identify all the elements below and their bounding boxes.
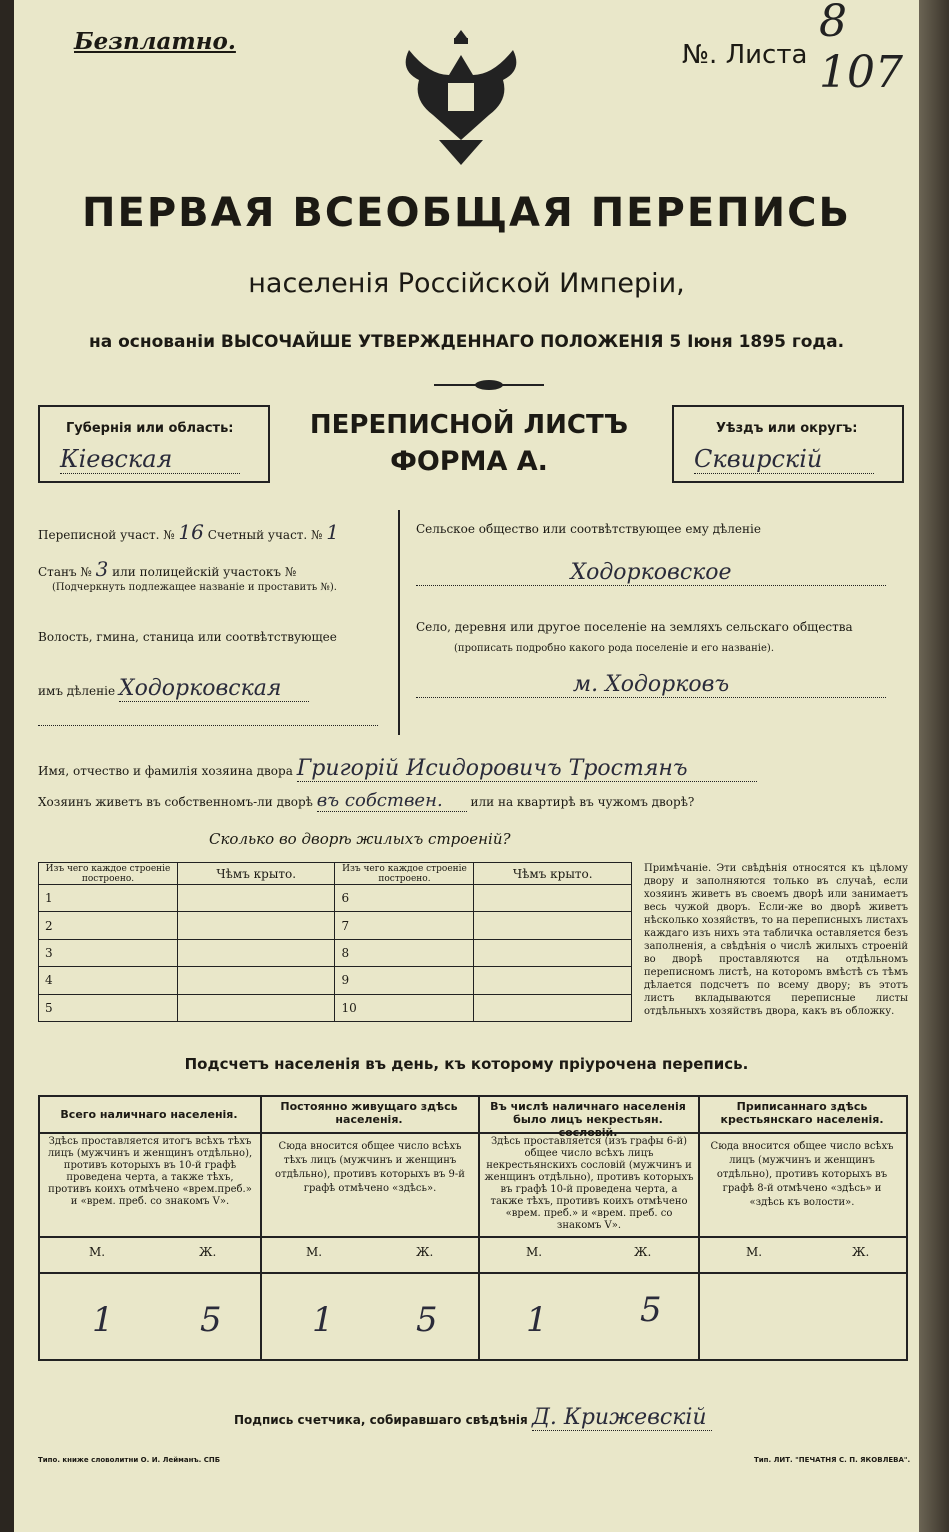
printer-left: Типо. книже словолитни О. И. Лейманъ. СПБ [38,1456,221,1464]
district-label: Уѣздъ или округъ: [716,421,858,436]
free-of-charge-label: Безплатно. [74,28,236,55]
owner-name-field: Имя, отчество и фамилія хозяина двора Григорій Исидоровичъ Тростянъ [38,756,757,782]
imperial-eagle-emblem [399,20,524,170]
buildings-table: Изъ чего каждое строеніе построено. Чѣмъ крыто. Изъ чего каждое строеніе построено. Чѣмъ крыто. 1 6 2 7 3 8 4 9 5 10 [38,862,632,1022]
owner-residence-field: Хозяинъ живетъ въ собственномъ-ли дворѣ въ собствен. или на квартирѣ въ чужомъ дворѣ? [38,790,695,811]
page-subtitle: населенія Россійской Имперіи, [248,268,685,299]
col1-desc: Здѣсь проставляется итогъ всѣхъ тѣхъ лицъ (мужчинъ и женщинъ отдѣльно), противъ которыхъ въ 10-й графѣ проведена черта, а также тѣхъ, противъ коихъ отмѣчено «врем.преб.» и «врем. преб. со знакомъ V». [47,1136,253,1207]
census-sheet: Безплатно. №. Листа 8 107 ПЕРВАЯ ВСЕОБЩАЯ ПЕРЕПИСЬ населенія Россійской Имперіи, на основаніи ВЫСОЧАЙШЕ УТВЕРЖДЕННАГО ПОЛОЖЕНІЯ 5 Іюня 1895 года. Губернія или область: Кіевская ПЕРЕПИСНОЙ ЛИСТЪ ФОРМА А. Уѣздъ или округъ: Сквирскій Переписной участ. № 16 Счетный участ. № 1 Станъ № 3 или полицейскій участокъ № (Подчеркнуть подлежащее названіе и проставить №). Волость, гмина, станица или соотвѣтствующее имъ дѣленіе Ходорковская Сельское общество или соотвѣтствующее ему дѣленіе Ходорковское Село, деревня или другое поселеніе на земляхъ сельскаго общества (прописать подробно какого рода поселеніе и его названіе). м. Ходорковъ Имя, отчество и фамилія хозяина двора Григорій Исидоровичъ Тростянъ Хозяинъ живетъ въ собственномъ-ли дворѣ въ собствен. или на квартирѣ въ чужомъ дворѣ? Сколько во дворѣ жилыхъ строеній? Изъ чего каждое строеніе построено. Чѣмъ крыто. Изъ чего каждое строеніе построено. Чѣмъ крыто. 1 6 2 7 3 8 4 9 5 10 Примѣчаніе. Эти свѣдѣнія относятся къ цѣлому двору и заполняются только въ случаѣ, если хозяинъ живетъ въ своемъ дворѣ или занимаетъ весь чужой дворъ. Если-же во дворѣ живетъ нѣсколько хозяйствъ, то на переписныхъ листахъ каждаго изъ нихъ эта табличка оставляется безъ заполненія, а свѣдѣнія о числѣ жилыхъ строеній во дворѣ проставляются на отдѣльномъ переписномъ листѣ, на которомъ вмѣстѣ съ тѣмъ дѣлается подсчетъ по всему двору; въ этотъ листъ вкладываются переписные листы отдѣльныхъ хозяйствъ двора, какъ въ обложку. Подсчетъ населенія въ день, къ которому пріурочена перепись. Всего наличнаго населенія. Постоянно живущаго здѣсь населенія. Въ числѣ наличнаго населенія было лицъ некрестьян. сословій. Приписаннаго здѣсь крестьянскаго населенія. Здѣсь проставляется итогъ всѣхъ тѣхъ лицъ (мужчинъ и женщинъ отдѣльно), противъ которыхъ въ 10-й графѣ проведена черта, а также тѣхъ, противъ коихъ отмѣчено «врем.преб.» и «врем. преб. со знакомъ V». Сюда вносится общее число всѣхъ тѣхъ лицъ (мужчинъ и женщинъ отдѣльно), противъ которыхъ въ 9-й графѣ отмѣчено «здѣсь». Здѣсь проставляется (изъ графы 6-й) общее число всѣхъ лицъ некрестьянскихъ сословій (мужчинъ и женщинъ отдѣльно), противъ которыхъ въ графѣ 10-й проведена черта, а также тѣхъ, противъ коихъ отмѣчено «врем. преб.» и «врем. преб. со знакомъ V». Сюда вносится общее число всѣхъ лицъ (мужчинъ и женщинъ отдѣльно), противъ которыхъ въ графѣ 8-й отмѣчено «здѣсь» и «здѣсь къ волости». М. Ж. М. Ж. М. Ж. М. Ж. 1 5 1 5 1 5 Подпись счетчика, собиравшаго свѣдѣнія Д. Крижевскій Типо. книже словолитни О. И. Лейманъ. СПБ Тип. ЛИТ. "ПЕЧАТНЯ С. П. ЯКОВЛЕВА". [14,0,919,1532]
village-value: м. Ходорковъ [416,672,886,698]
province-box [38,405,270,483]
sheet-number-label: №. Листа [682,40,808,70]
page-title: ПЕРВАЯ ВСЕОБЩАЯ ПЕРЕПИСЬ [82,190,851,236]
col1-head: Всего наличнаго населенія. [60,1108,238,1121]
printer-right: Тип. ЛИТ. "ПЕЧАТНЯ С. П. ЯКОВЛЕВА". [754,1456,911,1464]
col3-head: Въ числѣ наличнаго населенія было лицъ некрестьян. сословій. [490,1100,686,1139]
village-note: (прописать подробно какого рода поселеніе и его названіе). [454,643,774,654]
village-label: Село, деревня или другое поселеніе на земляхъ сельскаго общества [416,620,853,634]
stan-field: Станъ № 3 или полицейскій участокъ № [38,557,297,581]
col3-men: 1 [526,1300,548,1340]
division-field: имъ дѣленіе Ходорковская [38,676,309,702]
underline-note: (Подчеркнуть подлежащее названіе и проставить №). [52,582,337,593]
volost-label: Волость, гмина, станица или соотвѣтствующее [38,630,337,644]
col1-women: 5 [200,1300,222,1340]
legal-basis: на основаніи ВЫСОЧАЙШЕ УТВЕРЖДЕННАГО ПОЛОЖЕНІЯ 5 Іюня 1895 года. [88,332,845,352]
form-name: ФОРМА А. [390,446,548,477]
province-value: Кіевская [60,445,240,474]
col3-desc: Здѣсь проставляется (изъ графы 6-й) общее число всѣхъ лицъ некрестьянскихъ сословій (мужчинъ и женщинъ отдѣльно), противъ которыхъ въ графѣ 10-й проведена черта, а также тѣхъ, противъ коихъ отмѣчено «врем. преб.» и «врем. преб. со знакомъ V». [484,1136,694,1231]
col3-women: 5 [640,1290,662,1330]
rural-society-label: Сельское общество или соотвѣтствующее ему дѣленіе [416,522,761,536]
col4-head: Приписаннаго здѣсь крестьянскаго населенія. [720,1100,884,1126]
population-table [38,1095,908,1361]
page-edge [919,0,949,1532]
population-count-title: Подсчетъ населенія въ день, къ которому пріурочена перепись. [184,1055,749,1073]
rural-society-value: Ходорковское [416,560,886,586]
sheet-number-value: 8 107 [819,0,903,98]
col1-men: 1 [92,1300,114,1340]
field-divider [398,510,400,735]
blank-line [38,725,378,726]
note-text: Примѣчаніе. Эти свѣдѣнія относятся къ цѣлому двору и заполняются только въ случаѣ, если хозяинъ живетъ въ своемъ дворѣ или занимаетъ весь чужой дворъ. Если-же во дворѣ живетъ нѣсколько хозяйствъ, то на переписныхъ листахъ каждаго изъ нихъ эта табличка оставляется безъ заполненія, а свѣдѣнія о числѣ жилыхъ строеній во дворѣ проставляются на отдѣльномъ переписномъ листѣ, на которомъ вмѣстѣ съ тѣмъ дѣлается подсчетъ по всему двору; въ этотъ листъ вкладываются переписные листы отдѣльныхъ хозяйствъ двора, какъ въ обложку. [644,863,908,1017]
signature-field: Подпись счетчика, собиравшаго свѣдѣнія Д. Крижевскій [234,1405,712,1431]
district-box [672,405,904,483]
col4-desc: Сюда вносится общее число всѣхъ лицъ (мужчинъ и женщинъ отдѣльно), противъ которыхъ въ графѣ 8-й отмѣчено «здѣсь» и «здѣсь къ волости». [710,1141,894,1208]
district-value: Сквирскій [694,445,874,474]
col2-head: Постоянно живущаго здѣсь населенія. [280,1100,458,1126]
province-label: Губернія или область: [66,421,234,436]
enumeration-section-field: Переписной участ. № 16 Счетный участ. № 1 [38,520,339,544]
form-title: ПЕРЕПИСНОЙ ЛИСТЪ [309,410,629,440]
col2-women: 5 [416,1300,438,1340]
ornament-divider [434,378,544,392]
dwellings-question: Сколько во дворѣ жилыхъ строеній? [209,830,511,848]
col2-desc: Сюда вносится общее число всѣхъ тѣхъ лицъ (мужчинъ и женщинъ отдѣльно), противъ которыхъ въ 9-й графѣ отмѣчено «здѣсь». [275,1141,465,1194]
col2-men: 1 [312,1300,334,1340]
